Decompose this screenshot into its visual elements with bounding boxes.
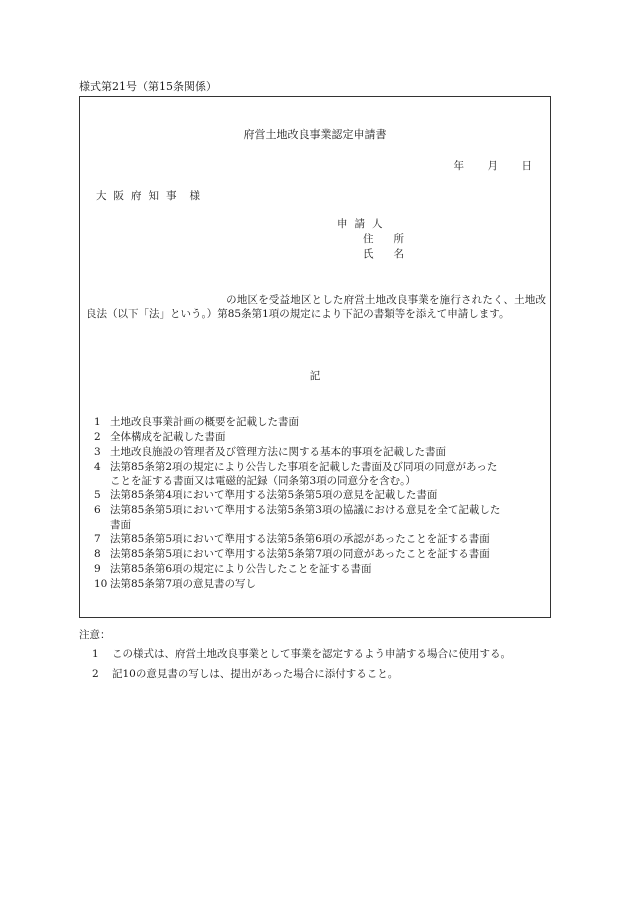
list-item: 8 法第85条第5項において準用する法第5条第7項の同意があったことを証する書面 (94, 547, 490, 560)
date-day: 日 (521, 160, 532, 172)
applicant-label: 申請人 (337, 218, 390, 230)
addressee (96, 189, 207, 203)
application-body-text: の地区を受益地区とした府営土地改良事業を施行されたく、土地改良法（以下「法」という。）第85条第1項の規定により下記の書類等を添えて申請します。 (86, 294, 547, 321)
application-form-frame (79, 96, 551, 618)
attachment-list (94, 415, 546, 592)
applicant-block (337, 217, 404, 262)
form-number: 様式第21号（第15条関係） (79, 80, 217, 93)
list-item: 9 法第85条第6項の規定により公告したことを証する書面 (94, 562, 372, 575)
ki-heading: 記 (309, 370, 321, 382)
list-item: 10 法第85条第7項の意見書の写し (94, 577, 257, 590)
list-item: 5 法第85条第4項において準用する法第5条第5項の意見を記載した書面 (94, 489, 438, 502)
addressee-name: 大阪府知事 (96, 190, 184, 202)
list-item: 2 全体構成を記載した書面 (94, 431, 226, 443)
notes-list (92, 647, 548, 687)
list-item: 7 法第85条第5項において準用する法第5条第6項の承認があったことを証する書面 (94, 532, 490, 545)
document-title: 府営土地改良事業認定申請書 (243, 128, 387, 141)
list-item: 3 土地改良施設の管理者及び管理方法に関する基本的事項を記載した書面 (94, 446, 446, 458)
note-item: 2 記10の意見書の写しは、提出があった場合に添付すること。 (92, 668, 399, 680)
date-row (430, 159, 532, 173)
addressee-honorific: 様 (189, 190, 207, 202)
list-item: 4 法第85条第2項の規定により公告した事項を記載した書面及び同項の同意があった ことを証する書面又は電磁的記録（同条第3項の同意分を含む。） (94, 461, 498, 488)
note-item: 1 この様式は、府営土地改良事業として事業を認定するよう申請する場合に使用する。 (92, 648, 511, 660)
address-label: 住 所 (363, 233, 404, 245)
notes-label: 注意： (79, 629, 111, 641)
list-item: 6 法第85条第5項において準用する法第5条第3項の協議における意見を全て記載した 書面 (94, 504, 501, 531)
name-label: 氏 名 (363, 248, 404, 260)
date-year: 年 (453, 160, 464, 172)
list-item: 1 土地改良事業計画の概要を記載した書面 (94, 416, 299, 428)
date-month: 月 (487, 160, 498, 172)
